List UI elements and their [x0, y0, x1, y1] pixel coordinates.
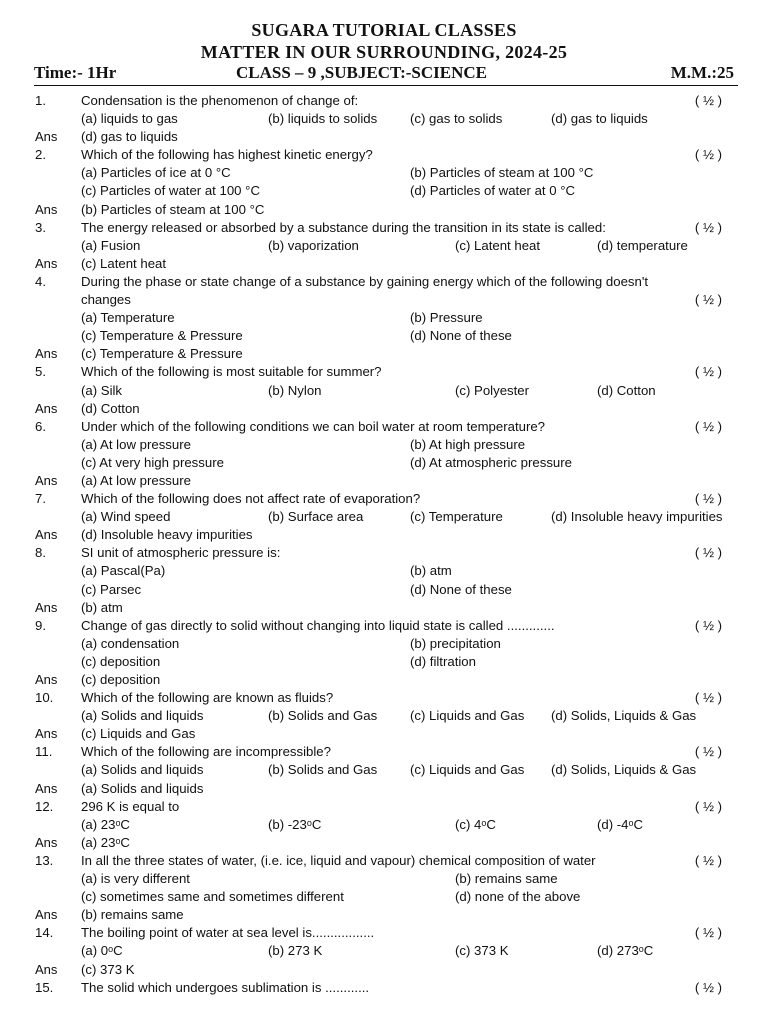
answer-text: (a) 23ᵒC: [81, 834, 130, 850]
answer-row: [0, 780, 768, 798]
question-row: [0, 273, 768, 291]
answer-row: [0, 961, 768, 979]
question-text: The solid which undergoes sublimation is ............: [81, 979, 370, 995]
marks-label: ( ½ ): [694, 545, 722, 561]
answer-row: [0, 526, 768, 544]
option: (b) Surface area: [268, 509, 364, 525]
answer-text: (b) atm: [81, 599, 123, 615]
options-row: [0, 237, 768, 255]
option: (c) Particles of water at 100 °C: [81, 183, 260, 199]
answer-text: (d) gas to liquids: [81, 129, 178, 145]
option: (d) filtration: [410, 653, 476, 669]
question-row: [0, 146, 768, 164]
marks-label: ( ½ ): [694, 491, 722, 507]
answer-text: (b) Particles of steam at 100 °C: [81, 201, 265, 217]
answer-row: [0, 201, 768, 219]
question-number: 1.: [35, 93, 46, 108]
question-row: [0, 544, 768, 562]
question-list: [0, 92, 768, 997]
option: (b) Solids and Gas: [268, 762, 378, 778]
option: (c) Liquids and Gas: [410, 762, 525, 778]
question-text: 296 K is equal to: [81, 798, 180, 814]
option: (d) Cotton: [597, 382, 656, 398]
option: (b) liquids to solids: [268, 111, 378, 127]
answer-text: (c) 373 K: [81, 961, 135, 977]
answer-label: Ans: [35, 599, 58, 615]
option: (b) Nylon: [268, 382, 322, 398]
option: (c) Temperature: [410, 509, 503, 525]
option: (a) Solids and liquids: [81, 708, 204, 724]
options-row: [0, 327, 768, 345]
answer-text: (a) Solids and liquids: [81, 780, 204, 796]
options-row: [0, 182, 768, 200]
question-row-continued: [0, 291, 768, 309]
marks-label: ( ½ ): [694, 852, 722, 868]
question-number: 8.: [35, 545, 46, 561]
option: (a) Temperature: [81, 310, 175, 326]
option: (c) Parsec: [81, 581, 142, 597]
question-text: The energy released or absorbed by a substance during the transition in its state is called:: [81, 219, 606, 235]
answer-label: Ans: [35, 961, 58, 977]
marks-label: ( ½ ): [694, 690, 722, 706]
option: (a) liquids to gas: [81, 111, 178, 127]
options-row: [0, 581, 768, 599]
option: (b) remains same: [455, 871, 558, 887]
option: (c) sometimes same and sometimes different: [81, 889, 344, 905]
answer-text: (b) remains same: [81, 907, 184, 923]
question-row: [0, 490, 768, 508]
option: (c) Latent heat: [455, 237, 541, 253]
question-number: 4.: [35, 273, 46, 289]
question-row: [0, 617, 768, 635]
class-subject-label: CLASS – 9 ,SUBJECT:-SCIENCE: [236, 63, 487, 82]
options-row: [0, 164, 768, 182]
option: (c) Temperature & Pressure: [81, 328, 243, 344]
question-text: Under which of the following conditions we can boil water at room temperature?: [81, 418, 546, 434]
question-number: 12.: [35, 798, 54, 814]
option: (a) condensation: [81, 635, 180, 651]
marks-label: ( ½ ): [694, 147, 722, 163]
option: (a) Pascal(Pa): [81, 563, 166, 579]
option: (b) precipitation: [410, 635, 501, 651]
question-number: 11.: [35, 744, 53, 760]
options-row: [0, 870, 768, 888]
option: (c) 373 K: [455, 943, 509, 959]
answer-label: Ans: [35, 255, 58, 271]
options-row: [0, 454, 768, 472]
answer-label: Ans: [35, 907, 58, 923]
option: (d) At atmospheric pressure: [410, 454, 572, 470]
options-row: [0, 888, 768, 906]
answer-text: (d) Cotton: [81, 400, 140, 416]
marks-label: ( ½ ): [694, 364, 722, 380]
options-row: [0, 562, 768, 580]
options-row: [0, 508, 768, 526]
option: (b) At high pressure: [410, 436, 526, 452]
marks-label: ( ½ ): [694, 925, 722, 941]
question-row: [0, 852, 768, 870]
answer-label: Ans: [35, 780, 58, 796]
question-row: [0, 979, 768, 997]
answer-text: (c) Liquids and Gas: [81, 726, 196, 742]
answer-text: (a) At low pressure: [81, 472, 191, 488]
question-row: [0, 743, 768, 761]
options-row: [0, 382, 768, 400]
options-row: [0, 436, 768, 454]
question-number: 10.: [35, 690, 54, 706]
option: (a) is very different: [81, 871, 190, 887]
marks-label: ( ½ ): [694, 93, 722, 108]
option: (a) Wind speed: [81, 509, 171, 525]
question-text: Condensation is the phenomenon of change of:: [81, 93, 359, 108]
question-row: [0, 363, 768, 381]
answer-row: [0, 671, 768, 689]
option: (d) None of these: [410, 328, 512, 344]
options-row: [0, 653, 768, 671]
answer-label: Ans: [35, 129, 58, 145]
question-text: The boiling point of water at sea level is.................: [81, 925, 375, 941]
options-row: [0, 816, 768, 834]
answer-row: [0, 725, 768, 743]
marks-label: ( ½ ): [694, 418, 722, 434]
answer-row: [0, 345, 768, 363]
answer-text: (d) Insoluble heavy impurities: [81, 527, 253, 543]
question-number: 14.: [35, 925, 54, 941]
options-row: [0, 635, 768, 653]
answer-text: (c) deposition: [81, 672, 161, 687]
answer-label: Ans: [35, 672, 58, 687]
option: (c) deposition: [81, 653, 161, 669]
options-row: [0, 707, 768, 725]
option: (d) temperature: [597, 237, 688, 253]
chapter-title: MATTER IN OUR SURROUNDING, 2024-25: [200, 42, 568, 62]
option: (d) Insoluble heavy impurities: [551, 509, 723, 525]
question-row: [0, 219, 768, 237]
option: (c) At very high pressure: [81, 454, 224, 470]
marks-label: ( ½ ): [694, 292, 722, 308]
question-text: Which of the following is most suitable for summer?: [81, 364, 382, 380]
option: (a) Particles of ice at 0 °C: [81, 165, 231, 181]
question-number: 2.: [35, 147, 46, 163]
option: (b) Particles of steam at 100 °C: [410, 165, 594, 181]
option: (a) 23ᵒC: [81, 816, 130, 832]
question-row: [0, 924, 768, 942]
answer-row: [0, 906, 768, 924]
marks-label: ( ½ ): [694, 798, 722, 814]
answer-row: [0, 255, 768, 273]
marks-label: ( ½ ): [694, 617, 722, 633]
question-row: [0, 92, 768, 110]
marks-label: ( ½ ): [694, 219, 722, 235]
option: (d) Particles of water at 0 °C: [410, 183, 576, 199]
answer-label: Ans: [35, 527, 58, 543]
question-text: Change of gas directly to solid without changing into liquid state is called .............: [81, 617, 555, 633]
option: (d) 273ᵒC: [597, 943, 654, 959]
question-number: 5.: [35, 364, 46, 380]
marks-label: ( ½ ): [694, 979, 722, 995]
question-text-continued: changes: [81, 292, 131, 308]
option: (b) 273 K: [268, 943, 323, 959]
option: (c) 4ᵒC: [455, 816, 496, 832]
answer-text: (c) Temperature & Pressure: [81, 346, 243, 362]
question-number: 9.: [35, 617, 46, 633]
option: (c) gas to solids: [410, 111, 503, 127]
option: (d) gas to liquids: [551, 111, 648, 127]
option: (d) Solids, Liquids & Gas: [551, 708, 697, 724]
option: (c) Liquids and Gas: [410, 708, 525, 724]
exam-header: [34, 63, 738, 86]
answer-label: Ans: [35, 201, 58, 217]
option: (d) Solids, Liquids & Gas: [551, 762, 697, 778]
question-number: 13.: [35, 852, 54, 868]
answer-label: Ans: [35, 346, 58, 362]
options-row: [0, 761, 768, 779]
question-number: 15.: [35, 979, 54, 995]
option: (c) Polyester: [455, 382, 530, 398]
options-row: [0, 110, 768, 128]
question-text: Which of the following are known as fluids?: [81, 690, 334, 706]
answer-label: Ans: [35, 726, 58, 742]
option: (b) atm: [410, 563, 452, 579]
answer-row: [0, 472, 768, 490]
question-number: 3.: [35, 219, 46, 235]
answer-row: [0, 599, 768, 617]
question-text: In all the three states of water, (i.e. ice, liquid and vapour) chemical composition of water: [81, 852, 596, 868]
question-text: During the phase or state change of a substance by gaining energy which of the following doesn't: [81, 273, 649, 289]
option: (b) Solids and Gas: [268, 708, 378, 724]
option: (d) None of these: [410, 581, 512, 597]
max-marks-label: M.M.:25: [670, 63, 734, 82]
answer-label: Ans: [35, 834, 58, 850]
options-row: [0, 309, 768, 327]
question-number: 7.: [35, 491, 46, 507]
option: (a) At low pressure: [81, 436, 191, 452]
time-label: Time:- 1Hr: [34, 63, 117, 82]
question-text: Which of the following does not affect rate of evaporation?: [81, 491, 421, 507]
option: (b) -23ᵒC: [268, 816, 322, 832]
option: (a) Fusion: [81, 237, 141, 253]
question-row: [0, 418, 768, 436]
option: (a) Solids and liquids: [81, 762, 204, 778]
institute-name: SUGARA TUTORIAL CLASSES: [251, 20, 517, 40]
marks-label: ( ½ ): [694, 744, 722, 760]
question-text: Which of the following are incompressible?: [81, 744, 331, 760]
option: (b) vaporization: [268, 237, 359, 253]
answer-label: Ans: [35, 400, 58, 416]
answer-text: (c) Latent heat: [81, 255, 167, 271]
answer-row: [0, 400, 768, 418]
option: (b) Pressure: [410, 310, 483, 326]
question-text: Which of the following has highest kinetic energy?: [81, 147, 373, 163]
question-row: [0, 798, 768, 816]
answer-row: [0, 128, 768, 146]
option: (a) 0ᵒC: [81, 943, 123, 959]
question-text: SI unit of atmospheric pressure is:: [81, 545, 281, 561]
question-row: [0, 689, 768, 707]
option: (a) Silk: [81, 382, 123, 398]
options-row: [0, 942, 768, 960]
option: (d) -4ᵒC: [597, 816, 644, 832]
question-number: 6.: [35, 418, 46, 434]
answer-row: [0, 834, 768, 852]
answer-label: Ans: [35, 472, 58, 488]
option: (d) none of the above: [455, 889, 581, 905]
